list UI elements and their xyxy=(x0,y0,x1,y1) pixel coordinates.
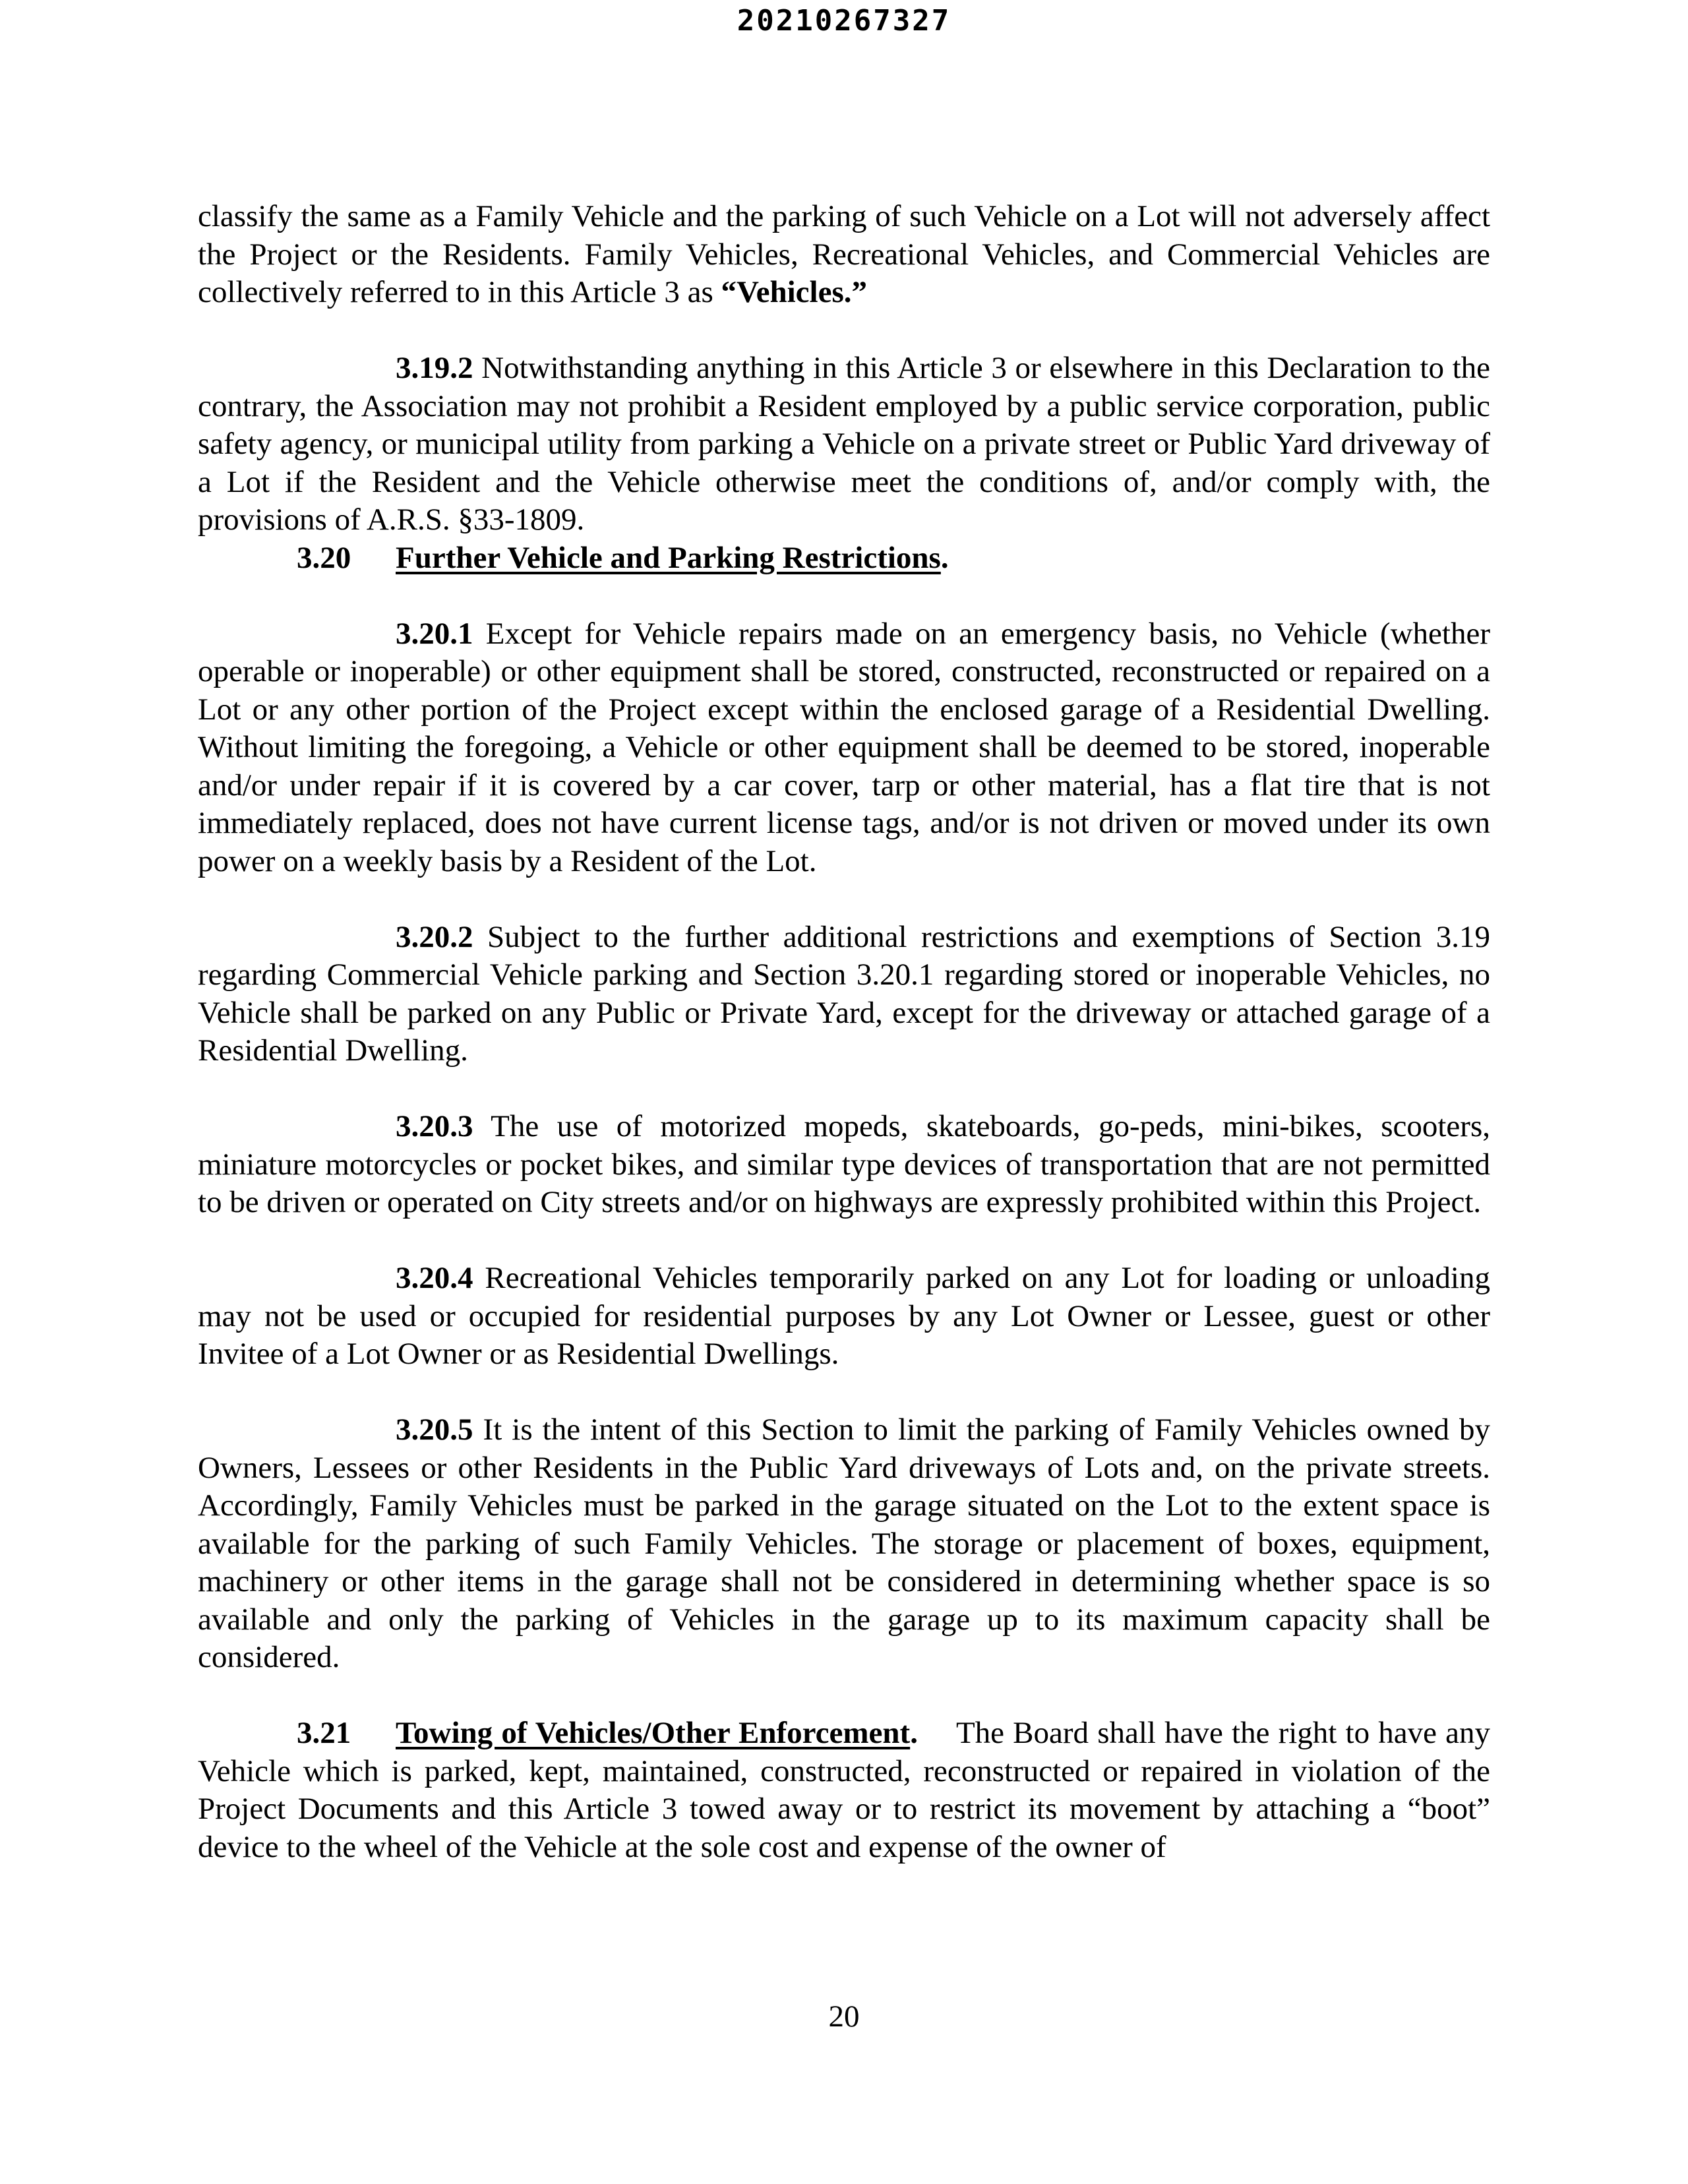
section-title-punct: . xyxy=(940,540,949,575)
subsection-number: 3.20.4 xyxy=(396,1261,473,1295)
subsection-3-20-3 xyxy=(198,1108,1490,1222)
subsection-number: 3.20.3 xyxy=(396,1109,473,1143)
section-number: 3.20 xyxy=(297,540,351,575)
section-3-21 xyxy=(198,1714,1490,1866)
section-heading-3-20 xyxy=(198,539,1490,578)
subsection-number: 3.20.5 xyxy=(396,1412,473,1447)
subsection-3-20-4 xyxy=(198,1259,1490,1374)
subsection-3-20-2 xyxy=(198,919,1490,1070)
subsection-text: Recreational Vehicles temporarily parked on any Lot for loading or unloading may not be used or occupied for residential purposes by any Lot Owner or Lessee, guest or other Invitee of a Lot Owner or as Residential Dwellings. xyxy=(198,1261,1490,1371)
subsection-text: Except for Vehicle repairs made on an emergency basis, no Vehicle (whether operable or inoperable) or other equipment shall be stored, constructed, reconstructed or repaired on a Lot or any other portion of the Project except within the enclosed garage of a Residential Dwelling. Without limiting the foregoing, a Vehicle or other equipment shall be deemed to be stored, inoperable and/or under repair if it is covered by a car cover, tarp or other material, has a flat tire that is not immediately replaced, does not have current license tags, and/or is not driven or moved under its own power on a weekly basis by a Resident of the Lot. xyxy=(198,616,1490,878)
subsection-number: 3.19.2 xyxy=(396,351,473,385)
paragraph-text: classify the same as a Family Vehicle and the parking of such Vehicle on a Lot will not adversely affect the Project or the Residents. Family Vehicles, Recreational Vehicles, and Commercial Vehicles are collectively referred to in this Article 3 as xyxy=(198,199,1490,309)
section-title: Further Vehicle and Parking Restrictions xyxy=(396,540,941,575)
subsection-text: Subject to the further additional restrictions and exemptions of Section 3.19 regarding Commercial Vehicle parking and Section 3.20.1 regarding stored or inoperable Vehicles, no Vehicle shall be parked on any Public or Private Yard, except for the driveway or attached garage of a Residential Dwelling. xyxy=(198,919,1490,1068)
document-number: 20210267327 xyxy=(737,4,951,38)
section-title: Towing of Vehicles/Other Enforcement xyxy=(396,1716,911,1750)
page-body xyxy=(198,198,1490,1866)
paragraph-continuation xyxy=(198,198,1490,312)
subsection-text: The use of motorized mopeds, skateboards, go-peds, mini-bikes, scooters, miniature motorcycles or pocket bikes, and similar type devices of transportation that are not permitted to be driven or operated on City streets and/or on highways are expressly prohibited within this Project. xyxy=(198,1109,1490,1219)
page-number: 20 xyxy=(828,1999,860,2034)
subsection-number: 3.20.2 xyxy=(396,919,473,954)
section-text: The Board shall have the right to have any Vehicle which is parked, kept, maintained, constructed, reconstructed or repaired in violation of the Project Documents and this Article 3 towed away or to restrict its movement by attaching a “boot” device to the wheel of the Vehicle at the sole cost and expense of the owner of xyxy=(198,1716,1491,1864)
section-title-punct: . xyxy=(910,1716,918,1750)
subsection-text: It is the intent of this Section to limit the parking of Family Vehicles owned by Owners, Lessees or other Residents in the Public Yard driveways of Lots and, on the private streets. Accordingly, Family Vehicles must be parked in the garage situated on the Lot to the extent space is available for the parking of such Family Vehicles. The storage or placement of boxes, equipment, machinery or other items in the garage shall not be considered in determining whether space is so available and only the parking of Vehicles in the garage up to its maximum capacity shall be considered. xyxy=(198,1412,1490,1674)
subsection-3-19-2 xyxy=(198,349,1490,539)
subsection-3-20-1 xyxy=(198,615,1490,881)
defined-term-vehicles: “Vehicles.” xyxy=(721,275,868,309)
section-number: 3.21 xyxy=(297,1716,351,1750)
subsection-text: Notwithstanding anything in this Article 3 or elsewhere in this Declaration to the contrary, the Association may not prohibit a Resident employed by a public service corporation, public safety agency, or municipal utility from parking a Vehicle on a private street or Public Yard driveway of a Lot if the Resident and the Vehicle otherwise meet the conditions of, and/or comply with, the provisions of A.R.S. §33-1809. xyxy=(198,351,1490,537)
subsection-number: 3.20.1 xyxy=(396,616,473,651)
subsection-3-20-5 xyxy=(198,1411,1490,1677)
